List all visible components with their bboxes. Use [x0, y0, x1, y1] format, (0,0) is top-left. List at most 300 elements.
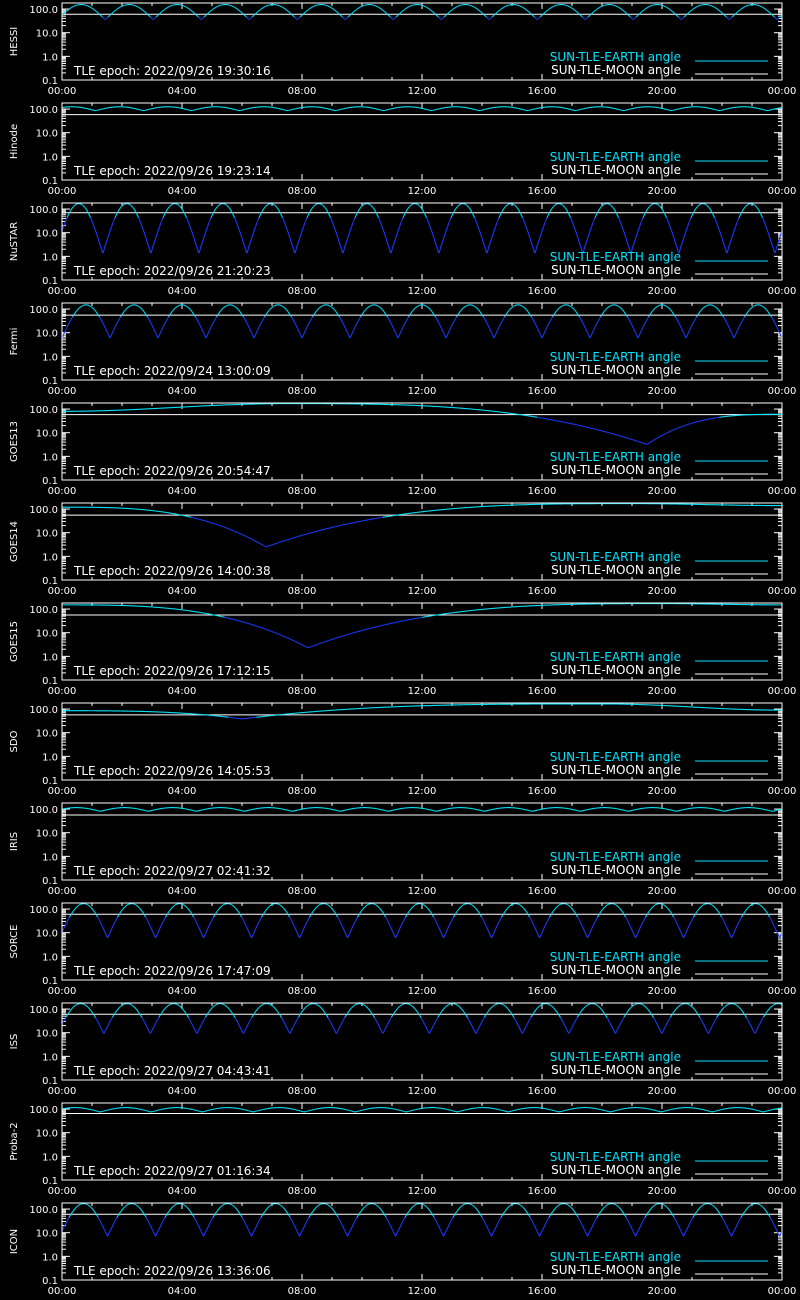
- earth-angle-segment: [290, 238, 291, 240]
- earth-angle-segment: [497, 221, 498, 222]
- earth-angle-series: [62, 305, 782, 338]
- earth-angle-segment: [339, 240, 340, 242]
- earth-angle-segment: [340, 245, 341, 247]
- earth-angle-segment: [344, 248, 345, 250]
- earth-angle-segment: [570, 216, 571, 217]
- earth-angle-segment: [661, 208, 662, 209]
- earth-angle-segment: [401, 223, 402, 224]
- earth-angle-segment: [683, 238, 684, 240]
- earth-angle-segment: [381, 224, 382, 225]
- earth-angle-segment: [385, 235, 386, 237]
- earth-angle-segment: [245, 246, 246, 248]
- earth-angle-segment: [400, 225, 401, 226]
- earth-angle-segment: [98, 238, 99, 240]
- x-tick-label: 04:00: [168, 286, 197, 297]
- earth-angle-segment: [284, 221, 285, 222]
- earth-angle-segment: [582, 17, 583, 18]
- earth-angle-segment: [491, 18, 492, 19]
- earth-angle-segment: [489, 245, 490, 247]
- earth-angle-segment: [687, 228, 688, 229]
- earth-angle-segment: [232, 211, 233, 212]
- earth-angle-segment: [731, 240, 732, 242]
- earth-angle-segment: [762, 216, 763, 217]
- earth-angle-segment: [585, 245, 586, 247]
- earth-angle-segment: [287, 228, 288, 229]
- earth-angle-segment: [296, 250, 297, 252]
- earth-angle-segment: [154, 242, 155, 244]
- earth-angle-segment: [573, 222, 574, 223]
- earth-angle-segment: [542, 229, 543, 230]
- earth-angle-segment: [116, 324, 117, 325]
- earth-angle-segment: [140, 221, 141, 222]
- earth-angle-segment: [624, 231, 625, 232]
- earth-angle-segment: [97, 313, 98, 314]
- earth-angle-segment: [114, 329, 115, 330]
- earth-angle-segment: [648, 208, 649, 209]
- earth-angle-segment: [756, 206, 757, 207]
- earth-angle-segment: [710, 209, 711, 210]
- earth-angle-segment: [661, 207, 662, 208]
- earth-angle-segment: [719, 229, 720, 230]
- earth-angle-segment: [330, 215, 331, 216]
- earth-angle-segment: [520, 212, 521, 213]
- earth-angle-segment: [104, 248, 105, 250]
- y-tick-label: 10.0: [36, 29, 58, 40]
- earth-angle-segment: [743, 209, 744, 210]
- earth-angle-segment: [117, 323, 118, 324]
- earth-angle-segment: [395, 240, 396, 242]
- earth-angle-segment: [147, 315, 148, 316]
- earth-angle-segment: [375, 211, 376, 212]
- earth-angle-segment: [586, 243, 587, 245]
- earth-angle-segment: [534, 251, 535, 253]
- earth-angle-segment: [719, 228, 720, 229]
- earth-angle-segment: [325, 207, 326, 208]
- earth-angle-segment: [298, 19, 299, 20]
- earth-angle-segment: [149, 246, 150, 248]
- earth-angle-segment: [118, 211, 119, 212]
- earth-angle-segment: [305, 223, 306, 224]
- earth-angle-segment: [379, 218, 380, 219]
- earth-angle-segment: [305, 221, 306, 222]
- earth-angle-segment: [376, 211, 377, 212]
- earth-angle-segment: [629, 246, 630, 248]
- earth-angle-segment: [618, 216, 619, 217]
- earth-angle-segment: [378, 215, 379, 216]
- earth-angle-segment: [501, 214, 502, 215]
- earth-angle-segment: [457, 207, 458, 208]
- earth-angle-segment: [685, 232, 686, 234]
- y-tick-label: 1.0: [42, 352, 58, 363]
- earth-angle-segment: [183, 211, 184, 212]
- earth-angle-segment: [764, 220, 765, 221]
- earth-angle-segment: [484, 243, 485, 245]
- earth-angle-segment: [106, 242, 107, 244]
- x-tick-label: 08:00: [288, 386, 317, 397]
- earth-angle-segment: [248, 248, 249, 250]
- earth-angle-segment: [573, 224, 574, 225]
- earth-angle-segment: [139, 218, 140, 219]
- earth-angle-segment: [488, 250, 489, 252]
- earth-angle-segment: [445, 234, 446, 236]
- earth-angle-segment: [122, 314, 123, 315]
- earth-angle-segment: [209, 223, 210, 224]
- earth-angle-segment: [631, 18, 632, 19]
- earth-angle-segment: [243, 240, 244, 242]
- earth-angle-segment: [161, 223, 162, 224]
- earth-angle-segment: [350, 231, 351, 232]
- earth-angle-segment: [690, 220, 691, 221]
- earth-angle-segment: [568, 212, 569, 213]
- earth-angle-segment: [111, 228, 112, 229]
- earth-angle-segment: [100, 318, 101, 319]
- earth-angle-segment: [195, 241, 196, 243]
- earth-angle-segment: [263, 210, 264, 211]
- earth-angle-segment: [288, 231, 289, 232]
- earth-angle-segment: [235, 218, 236, 219]
- earth-angle-segment: [519, 211, 520, 212]
- earth-angle-segment: [498, 219, 499, 220]
- earth-angle-segment: [432, 231, 433, 232]
- earth-angle-segment: [639, 228, 640, 229]
- earth-angle-segment: [432, 232, 433, 233]
- earth-angle-segment: [107, 330, 108, 331]
- earth-angle-segment: [96, 231, 97, 232]
- earth-angle-segment: [240, 232, 241, 233]
- earth-angle-segment: [534, 17, 535, 18]
- earth-angle-segment: [286, 226, 287, 227]
- earth-angle-segment: [627, 240, 628, 242]
- earth-angle-segment: [324, 206, 325, 207]
- earth-angle-segment: [73, 207, 74, 208]
- earth-angle-segment: [395, 18, 396, 19]
- earth-angle-segment: [264, 208, 265, 209]
- x-tick-label: 20:00: [648, 86, 677, 97]
- earth-angle-segment: [91, 219, 92, 220]
- earth-angle-segment: [682, 19, 683, 20]
- earth-angle-segment: [730, 19, 731, 20]
- earth-angle-segment: [125, 310, 126, 311]
- earth-angle-segment: [64, 224, 65, 225]
- earth-angle-segment: [774, 249, 775, 251]
- earth-angle-segment: [254, 231, 255, 232]
- earth-angle-segment: [211, 217, 212, 218]
- earth-angle-segment: [304, 224, 305, 225]
- earth-angle-segment: [589, 232, 590, 234]
- earth-angle-segment: [425, 213, 426, 214]
- earth-angle-segment: [634, 19, 635, 20]
- earth-angle-segment: [121, 315, 122, 316]
- earth-angle-segment: [87, 210, 88, 211]
- earth-angle-segment: [208, 225, 209, 226]
- earth-angle-segment: [547, 218, 548, 219]
- y-tick-label: 10.0: [36, 129, 58, 140]
- earth-angle-segment: [105, 245, 106, 247]
- earth-angle-segment: [155, 18, 156, 19]
- earth-angle-segment: [500, 216, 501, 217]
- earth-angle-segment: [103, 18, 104, 19]
- earth-angle-segment: [728, 250, 729, 252]
- earth-angle-segment: [550, 211, 551, 212]
- earth-angle-segment: [126, 309, 127, 310]
- earth-angle-segment: [310, 211, 311, 212]
- earth-angle-segment: [142, 226, 143, 227]
- earth-angle-segment: [492, 237, 493, 239]
- earth-angle-segment: [572, 220, 573, 221]
- earth-angle-segment: [191, 229, 192, 230]
- earth-angle-segment: [300, 235, 301, 237]
- earth-angle-segment: [626, 237, 627, 239]
- earth-angle-segment: [773, 246, 774, 248]
- earth-angle-segment: [455, 209, 456, 210]
- earth-angle-segment: [533, 246, 534, 248]
- earth-angle-segment: [680, 19, 681, 20]
- earth-angle-segment: [665, 214, 666, 215]
- earth-angle-segment: [377, 213, 378, 214]
- earth-angle-segment: [348, 235, 349, 237]
- earth-angle-segment: [725, 246, 726, 248]
- earth-angle-segment: [551, 209, 552, 210]
- earth-angle-segment: [148, 317, 149, 318]
- earth-angle-segment: [248, 19, 249, 20]
- earth-angle-segment: [231, 210, 232, 211]
- earth-angle-segment: [694, 212, 695, 213]
- earth-angle-segment: [310, 212, 311, 213]
- earth-angle-segment: [196, 245, 197, 247]
- earth-angle-segment: [207, 227, 208, 228]
- earth-angle-segment: [386, 238, 387, 240]
- earth-angle-segment: [78, 309, 79, 310]
- earth-angle-segment: [735, 227, 736, 228]
- earth-angle-segment: [505, 207, 506, 208]
- earth-angle-segment: [612, 206, 613, 207]
- earth-angle-segment: [401, 221, 402, 222]
- earth-angle-segment: [296, 19, 297, 20]
- earth-angle-segment: [69, 322, 70, 323]
- earth-angle-segment: [632, 19, 633, 20]
- earth-angle-segment: [666, 215, 667, 216]
- earth-angle-segment: [277, 207, 278, 208]
- earth-angle-segment: [298, 242, 299, 244]
- earth-angle-segment: [711, 210, 712, 211]
- earth-angle-segment: [527, 229, 528, 230]
- earth-angle-segment: [530, 238, 531, 240]
- earth-angle-segment: [146, 238, 147, 240]
- earth-angle-segment: [181, 208, 182, 209]
- earth-angle-segment: [528, 231, 529, 232]
- earth-angle-segment: [738, 219, 739, 220]
- earth-angle-segment: [103, 251, 104, 253]
- earth-angle-segment: [586, 242, 587, 244]
- earth-angle-segment: [458, 206, 459, 207]
- earth-angle-segment: [342, 249, 343, 251]
- earth-angle-segment: [341, 248, 342, 250]
- earth-angle-segment: [64, 225, 65, 226]
- earth-angle-segment: [338, 238, 339, 240]
- earth-angle-segment: [535, 18, 536, 19]
- earth-angle-segment: [155, 238, 156, 240]
- earth-angle-segment: [597, 214, 598, 215]
- earth-angle-segment: [406, 211, 407, 212]
- earth-angle-segment: [360, 208, 361, 209]
- earth-angle-segment: [108, 334, 109, 335]
- earth-angle-segment: [347, 18, 348, 19]
- earth-angle-segment: [326, 208, 327, 209]
- earth-angle-segment: [420, 206, 421, 207]
- earth-angle-segment: [663, 210, 664, 211]
- earth-angle-segment: [426, 216, 427, 217]
- earth-angle-segment: [518, 208, 519, 209]
- earth-angle-segment: [102, 321, 103, 322]
- earth-angle-segment: [390, 17, 391, 18]
- earth-angle-segment: [641, 223, 642, 224]
- earth-angle-segment: [617, 213, 618, 214]
- earth-angle-segment: [718, 225, 719, 226]
- earth-angle-segment: [741, 214, 742, 215]
- earth-angle-segment: [578, 238, 579, 240]
- earth-angle-segment: [428, 221, 429, 222]
- earth-angle-segment: [400, 224, 401, 225]
- earth-angle-segment: [692, 215, 693, 216]
- earth-angle-segment: [169, 207, 170, 208]
- earth-angle-segment: [98, 314, 99, 315]
- earth-angle-segment: [90, 215, 91, 216]
- earth-angle-segment: [99, 315, 100, 316]
- earth-angle-segment: [143, 310, 144, 311]
- earth-angle-segment: [193, 235, 194, 237]
- earth-angle-segment: [124, 312, 125, 313]
- earth-angle-segment: [438, 249, 439, 251]
- earth-angle-segment: [261, 214, 262, 215]
- earth-angle-segment: [72, 208, 73, 209]
- earth-angle-segment: [263, 209, 264, 210]
- earth-angle-segment: [549, 214, 550, 215]
- earth-angle-segment: [407, 209, 408, 210]
- earth-angle-segment: [628, 243, 629, 245]
- earth-angle-segment: [744, 208, 745, 209]
- earth-angle-segment: [157, 234, 158, 236]
- earth-angle-segment: [151, 18, 152, 19]
- earth-angle-segment: [475, 219, 476, 220]
- earth-angle-segment: [766, 225, 767, 226]
- earth-angle-segment: [469, 208, 470, 209]
- earth-angle-segment: [335, 229, 336, 230]
- earth-angle-segment: [104, 19, 105, 20]
- earth-angle-segment: [302, 229, 303, 230]
- earth-angle-segment: [729, 246, 730, 248]
- earth-angle-segment: [144, 232, 145, 233]
- earth-angle-segment: [313, 207, 314, 208]
- earth-angle-segment: [477, 224, 478, 225]
- earth-angle-segment: [422, 209, 423, 210]
- earth-angle-segment: [546, 219, 547, 220]
- earth-angle-segment: [238, 226, 239, 227]
- earth-angle-segment: [778, 243, 779, 245]
- earth-angle-segment: [105, 246, 106, 248]
- earth-angle-segment: [107, 18, 108, 19]
- earth-angle-segment: [532, 245, 533, 247]
- earth-angle-segment: [407, 210, 408, 211]
- earth-angle-segment: [77, 310, 78, 311]
- earth-angle-segment: [93, 224, 94, 225]
- earth-angle-segment: [215, 209, 216, 210]
- earth-angle-segment: [197, 248, 198, 250]
- earth-angle-segment: [708, 206, 709, 207]
- earth-angle-segment: [669, 224, 670, 225]
- earth-angle-segment: [543, 227, 544, 228]
- earth-angle-segment: [290, 237, 291, 239]
- earth-angle-segment: [279, 211, 280, 212]
- earth-angle-segment: [505, 207, 506, 208]
- earth-angle-segment: [443, 18, 444, 19]
- earth-angle-segment: [434, 237, 435, 239]
- earth-angle-segment: [97, 234, 98, 236]
- earth-angle-segment: [87, 211, 88, 212]
- earth-angle-segment: [776, 19, 777, 20]
- earth-angle-segment: [123, 312, 124, 313]
- earth-angle-segment: [331, 218, 332, 219]
- earth-angle-segment: [359, 209, 360, 210]
- earth-angle-segment: [587, 18, 588, 19]
- earth-angle-segment: [779, 238, 780, 240]
- earth-angle-segment: [168, 208, 169, 209]
- earth-angle-segment: [234, 216, 235, 217]
- earth-angle-segment: [75, 313, 76, 314]
- earth-angle-segment: [112, 225, 113, 226]
- earth-angle-segment: [493, 234, 494, 236]
- angle-panel: [0, 0, 800, 100]
- earth-angle-segment: [287, 229, 288, 230]
- earth-angle-segment: [625, 234, 626, 236]
- earth-angle-segment: [620, 221, 621, 222]
- earth-angle-segment: [587, 238, 588, 240]
- earth-angle-segment: [72, 208, 73, 209]
- earth-angle-segment: [383, 229, 384, 230]
- earth-angle-segment: [690, 219, 691, 220]
- earth-angle-segment: [765, 224, 766, 225]
- earth-angle-segment: [291, 240, 292, 242]
- earth-angle-segment: [345, 245, 346, 247]
- earth-angle-segment: [155, 240, 156, 242]
- earth-angle-segment: [249, 245, 250, 247]
- earth-angle-segment: [410, 206, 411, 207]
- earth-angle-segment: [92, 220, 93, 221]
- earth-angle-segment: [147, 241, 148, 243]
- earth-angle-segment: [145, 235, 146, 237]
- earth-angle-segment: [431, 229, 432, 230]
- earth-angle-segment: [736, 224, 737, 225]
- earth-angle-segment: [217, 207, 218, 208]
- earth-angle-segment: [256, 224, 257, 225]
- earth-angle-segment: [349, 232, 350, 234]
- earth-angle-segment: [378, 216, 379, 217]
- earth-angle-segment: [623, 228, 624, 229]
- earth-angle-segment: [86, 208, 87, 209]
- earth-angle-segment: [288, 232, 289, 233]
- earth-angle-segment: [424, 212, 425, 213]
- earth-angle-segment: [202, 19, 203, 20]
- earth-angle-segment: [673, 234, 674, 236]
- earth-angle-segment: [375, 210, 376, 211]
- earth-angle-segment: [158, 229, 159, 230]
- earth-angle-segment: [103, 322, 104, 323]
- earth-angle-segment: [694, 211, 695, 212]
- earth-angle-segment: [314, 206, 315, 207]
- earth-angle-segment: [709, 207, 710, 208]
- earth-angle-segment: [698, 206, 699, 207]
- earth-angle-segment: [346, 19, 347, 20]
- earth-angle-segment: [591, 228, 592, 229]
